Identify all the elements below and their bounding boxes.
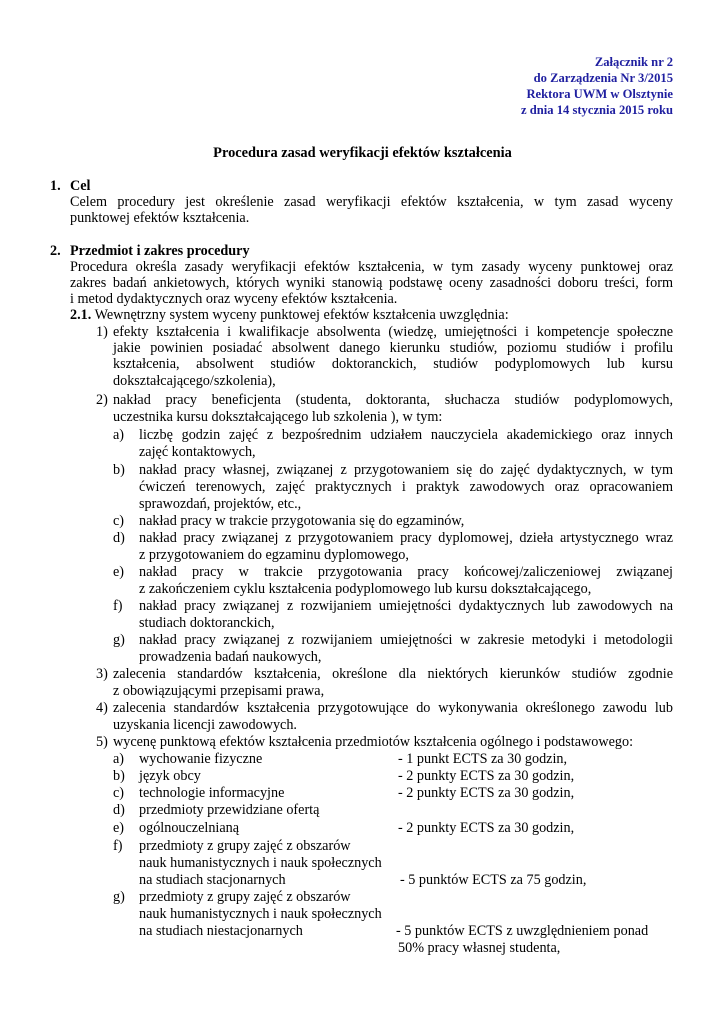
section-1-text-line: Celem procedury jest określenie zasad weryfikacji efektów kształcenia, w tym zasad wyceny: [70, 194, 673, 210]
valuation-name: język obcy: [139, 768, 201, 784]
valuation-name: przedmioty z grupy zajęć z obszarów: [139, 889, 351, 905]
item-2b-line: sprawozdań, projektów, etc.,: [139, 496, 302, 512]
issuer: Rektora UWM w Olsztynie: [526, 87, 673, 101]
item-5-number: 5): [96, 734, 108, 750]
annex-number: Załącznik nr 2: [594, 55, 673, 69]
valuation-number: e): [113, 820, 125, 836]
section-1-number: 1.: [50, 178, 61, 194]
item-1-line: jakie powinien posiadać absolwent danego kierunku studiów, poziomu studiów i profilu: [113, 340, 673, 356]
valuation-value: - 1 punkt ECTS za 30 godzin,: [398, 751, 568, 767]
item-5-line: wycenę punktową efektów kształcenia przedmiotów kształcenia ogólnego i podstawowego:: [113, 734, 634, 750]
valuation-value: - 2 punkty ECTS za 30 godzin,: [398, 768, 575, 784]
section-1-text-line: punktowej efektów kształcenia.: [70, 210, 250, 226]
item-4-number: 4): [96, 700, 108, 716]
valuation-name: przedmioty przewidziane ofertą: [139, 802, 320, 818]
item-2c-line: nakład pracy w trakcie przygotowania się do egzaminów,: [139, 513, 465, 529]
item-2-line: uczestnika kursu dokształcającego lub szkolenia ), w tym:: [113, 409, 443, 425]
subsection-2-1-text: Wewnętrzny system wyceny punktowej efektów kształcenia uwzględnia:: [94, 307, 509, 323]
item-2e-number: e): [113, 564, 125, 580]
valuation-name: przedmioty z grupy zajęć z obszarów: [139, 838, 351, 854]
section-2-text-line: Procedura określa zasady weryfikacji efektów kształcenia, w tym zasady wyceny punktowej oraz: [70, 259, 673, 275]
item-2c-number: c): [113, 513, 125, 529]
valuation-name: ogólnouczelnianą: [139, 820, 240, 836]
item-2a-line: zajęć kontaktowych,: [139, 444, 256, 460]
item-1-line: efekty kształcenia i kwalifikacje absolwenta (wiedzę, umiejętności i kompetencje społeczne: [113, 324, 673, 340]
item-2d-line: z przygotowaniem do egzaminu dyplomowego,: [139, 547, 409, 563]
item-2-number: 2): [96, 392, 108, 408]
subsection-2-1-number: 2.1.: [70, 307, 92, 323]
valuation-number: a): [113, 751, 125, 767]
item-2a-number: a): [113, 427, 125, 443]
item-2d-number: d): [113, 530, 125, 546]
item-4-line: uzyskania licencji zawodowych.: [113, 717, 297, 733]
valuation-name: na studiach stacjonarnych: [139, 872, 286, 888]
valuation-number: c): [113, 785, 125, 801]
item-2d-line: nakład pracy związanej z przygotowaniem pracy dyplomowej, dzieła artystycznego wraz: [139, 530, 673, 546]
item-2-line: nakład pracy beneficjenta (studenta, doktoranta, słuchacza studiów podyplomowych,: [113, 392, 673, 408]
valuation-name: wychowanie fizyczne: [139, 751, 263, 767]
item-2f-line: studiach doktoranckich,: [139, 615, 275, 631]
ordinance-number: do Zarządzenia Nr 3/2015: [533, 71, 673, 85]
item-2g-line: prowadzenia badań naukowych,: [139, 649, 322, 665]
item-1-line: kształcenia, absolwent studiów doktoranckich, studiów podyplomowych lub kursu: [113, 356, 673, 372]
section-2-heading: Przedmiot i zakres procedury: [70, 243, 250, 259]
item-2g-line: nakład pracy związanej z rozwijaniem umiejętności w zakresie metodyki i metodologii: [139, 632, 673, 648]
item-3-number: 3): [96, 666, 108, 682]
item-2a-line: liczbę godzin zajęć z bezpośrednim udziałem nauczyciela akademickiego oraz innych: [139, 427, 673, 443]
valuation-value: - 5 punktów ECTS za 75 godzin,: [400, 872, 587, 888]
item-2f-line: nakład pracy związanej z rozwijaniem umiejętności dydaktycznych lub zawodowych na: [139, 598, 673, 614]
section-2-text-line: zakres badań ankietowych, których wyniki stanowią podstawę oceny zasadności doboru treści, form: [70, 275, 673, 291]
item-3-line: zalecenia standardów kształcenia, określone dla niektórych kierunków studiów zgodnie: [113, 666, 673, 682]
item-2e-line: z zakończeniem cyklu kształcenia podyplomowego lub kursu dokształcającego,: [139, 581, 592, 597]
item-4-line: zalecenia standardów kształcenia przygotowujące do wykonywania określonego zawodu lub: [113, 700, 673, 716]
subsection-2-1: [70, 307, 509, 324]
valuation-value: - 2 punkty ECTS za 30 godzin,: [398, 785, 575, 801]
valuation-value: - 2 punkty ECTS za 30 godzin,: [398, 820, 575, 836]
valuation-number: f): [113, 838, 123, 854]
item-2b-number: b): [113, 462, 125, 478]
issue-date: z dnia 14 stycznia 2015 roku: [521, 103, 673, 117]
item-2b-line: ćwiczeń terenowych, zajęć praktycznych i praktyk zawodowych oraz opracowaniem: [139, 479, 673, 495]
valuation-name: nauk humanistycznych i nauk społecznych: [139, 906, 382, 922]
valuation-number: d): [113, 802, 125, 818]
valuation-name: technologie informacyjne: [139, 785, 285, 801]
valuation-name: nauk humanistycznych i nauk społecznych: [139, 855, 382, 871]
item-2e-line: nakład pracy w trakcie przygotowania pracy końcowej/zaliczeniowej związanej: [139, 564, 673, 580]
section-2-text-line: i metod dydaktycznych oraz wyceny efektów kształcenia.: [70, 291, 398, 307]
page-title: Procedura zasad weryfikacji efektów kształcenia: [213, 145, 512, 161]
valuation-value: 50% pracy własnej studenta,: [398, 940, 561, 956]
item-3-line: z obowiązującymi przepisami prawa,: [113, 683, 325, 699]
section-2-number: 2.: [50, 243, 61, 259]
valuation-number: g): [113, 889, 125, 905]
item-1-line: dokształcającego/szkolenia),: [113, 373, 276, 389]
valuation-value: - 5 punktów ECTS z uwzględnieniem ponad: [396, 923, 649, 939]
valuation-number: b): [113, 768, 125, 784]
item-1-number: 1): [96, 324, 108, 340]
item-2g-number: g): [113, 632, 125, 648]
item-2f-number: f): [113, 598, 123, 614]
section-1-heading: Cel: [70, 178, 91, 194]
item-2b-line: nakład pracy własnej, związanej z przygotowaniem się do zajęć dydaktycznych, w tym: [139, 462, 673, 478]
valuation-name: na studiach niestacjonarnych: [139, 923, 303, 939]
